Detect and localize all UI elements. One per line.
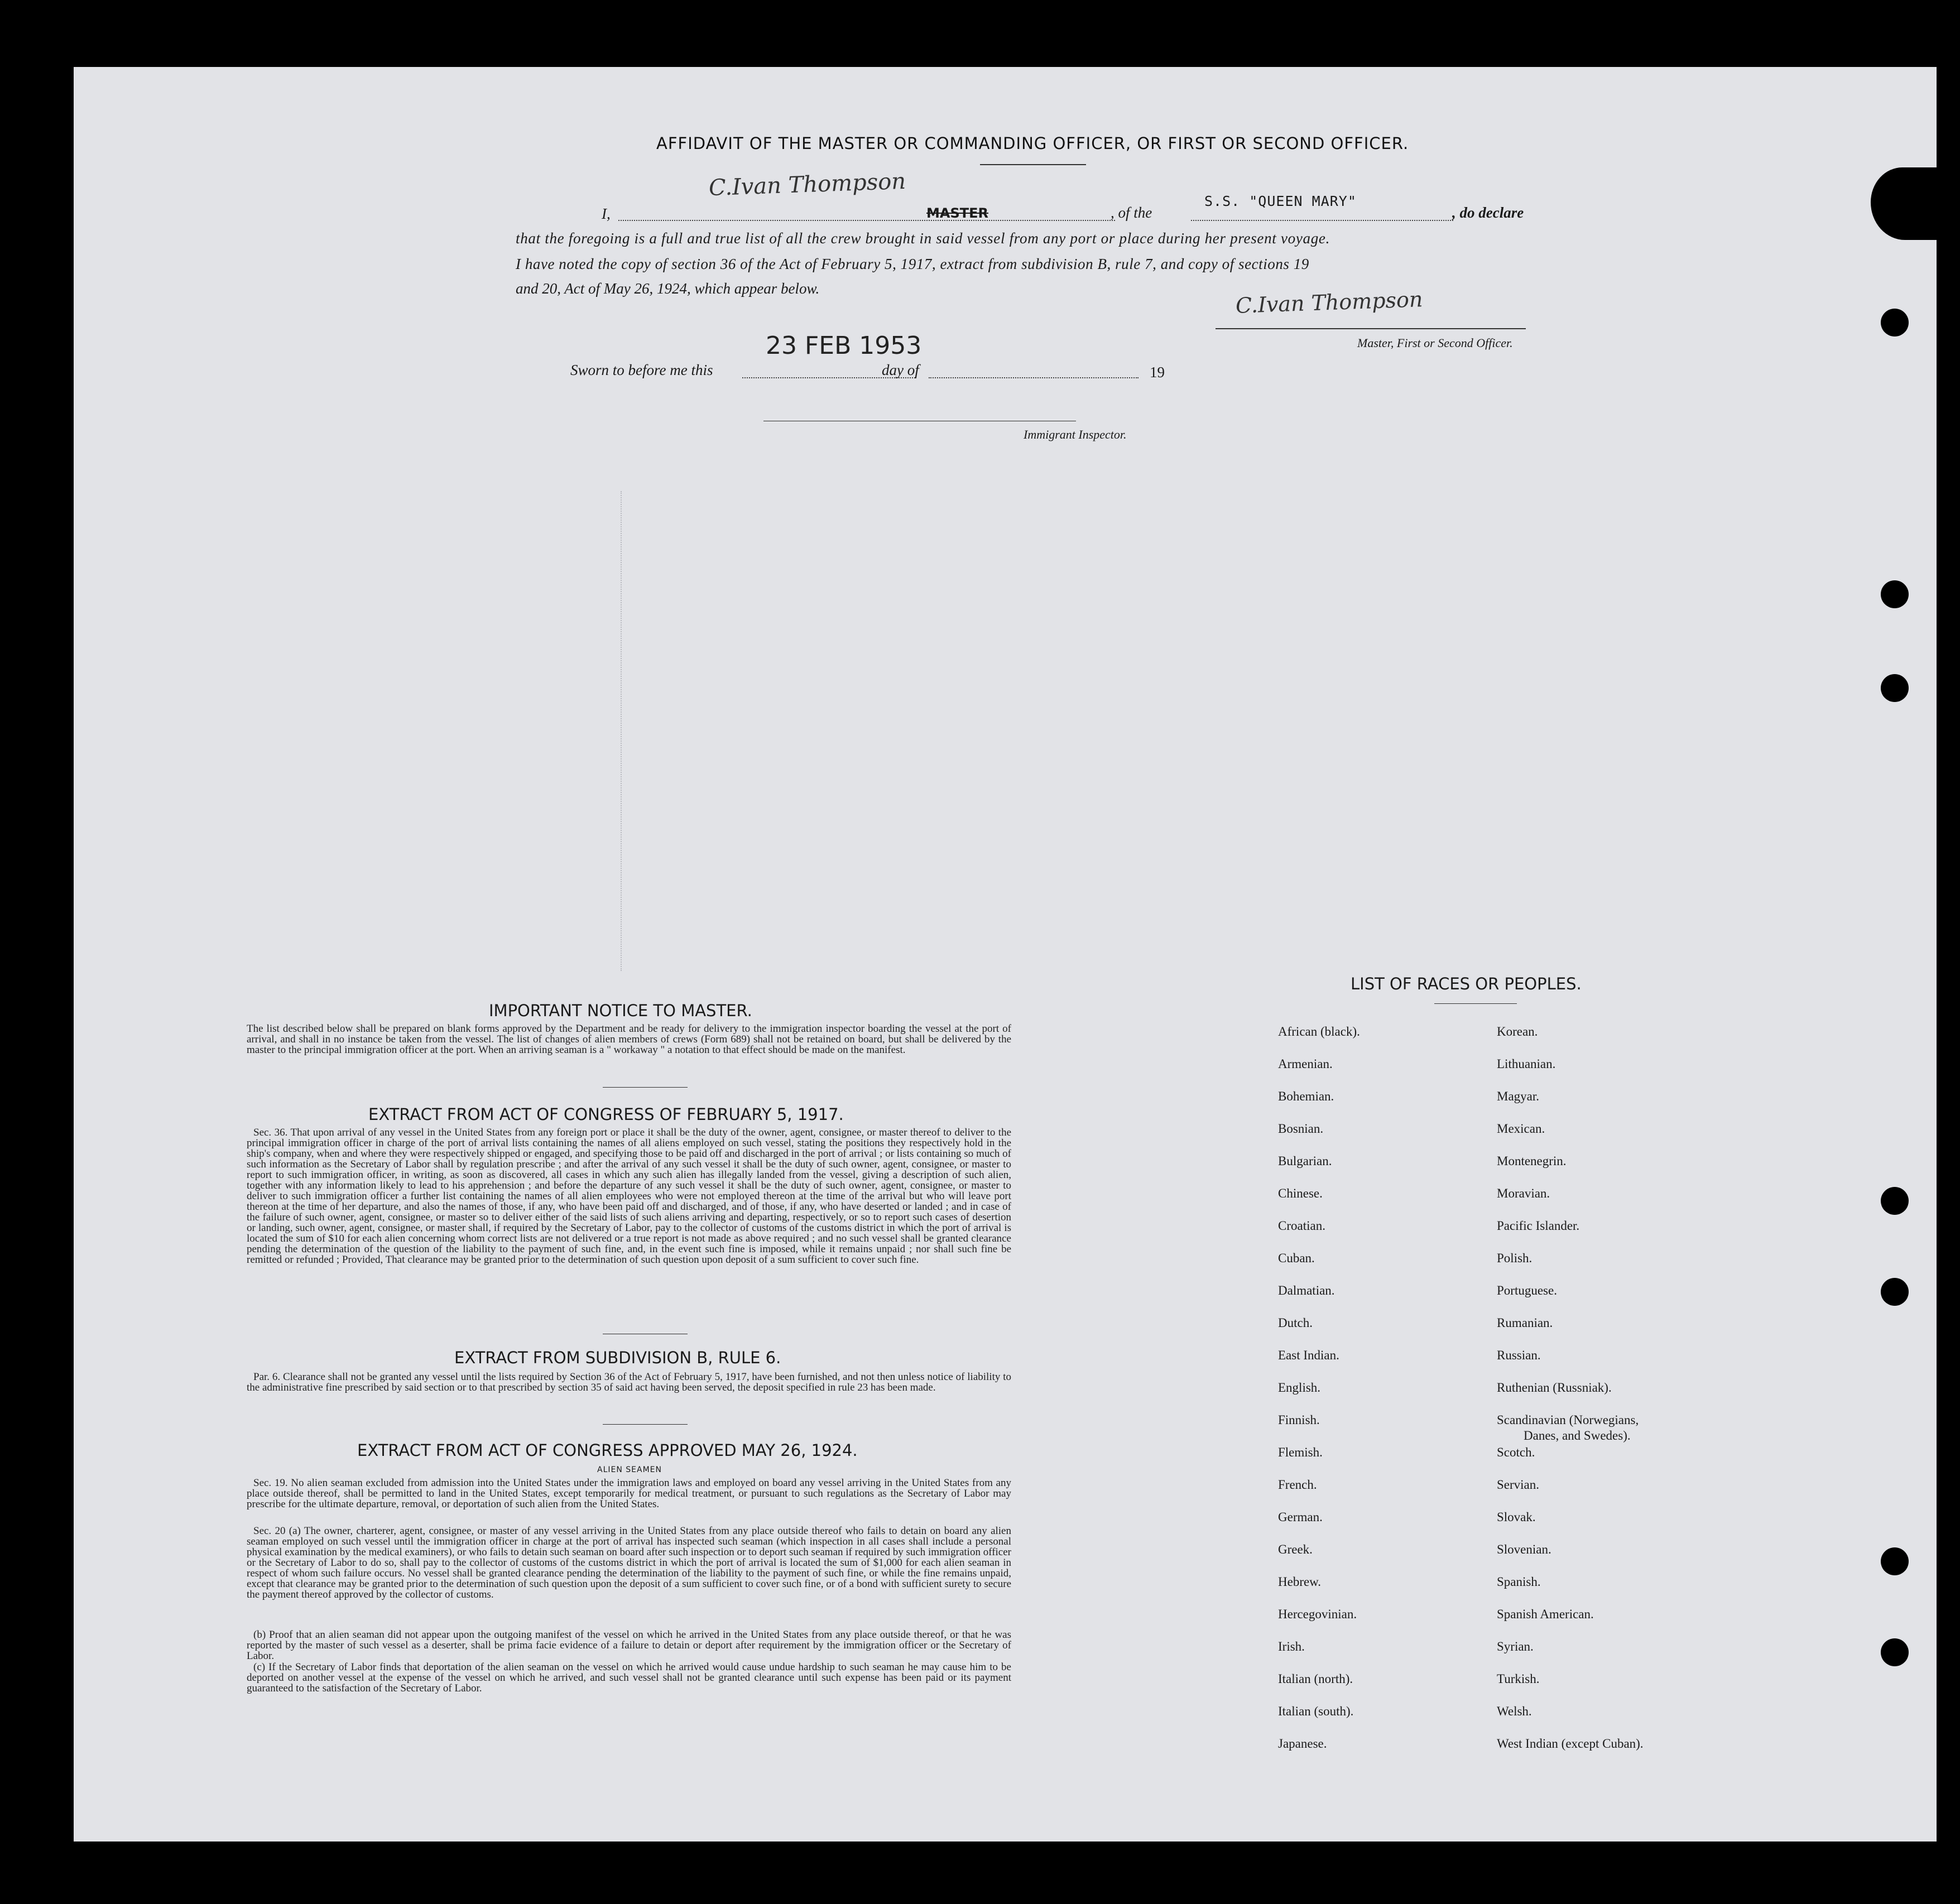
- affidavit-title: AFFIDAVIT OF THE MASTER OR COMMANDING OFFICER, OR FIRST OR SECOND OFFICER.: [656, 134, 1409, 153]
- race-item: Korean.: [1497, 1025, 1538, 1038]
- month-field-line: [929, 377, 1138, 378]
- race-item: Italian (south).: [1278, 1704, 1354, 1718]
- sec-19-body: Sec. 19. No alien seaman excluded from admission into the United States under the immigration laws and employed on board any vessel arriving in the United States from any place outside thereof, shall be permitted to land in the United States, except temporarily for medical treatment, or pursuant to such regulations as the Secretary of Labor may prescribe for the ultimate departure, removal, or deportation of such alien from the United States.: [247, 1477, 1011, 1510]
- sworn-text: Sworn to before me this: [570, 362, 713, 378]
- declaration-line-3: and 20, Act of May 26, 1924, which appear below.: [516, 280, 820, 297]
- race-item: Slovak.: [1497, 1510, 1536, 1524]
- race-item: African (black).: [1278, 1025, 1360, 1038]
- race-item: Bulgarian.: [1278, 1154, 1332, 1168]
- race-item: Lithuanian.: [1497, 1057, 1556, 1071]
- race-item-continuation: Danes, and Swedes).: [1524, 1429, 1631, 1443]
- punch-hole: [1881, 1187, 1909, 1215]
- race-item: Finnish.: [1278, 1413, 1320, 1427]
- race-item: Rumanian.: [1497, 1316, 1553, 1330]
- race-item: Portuguese.: [1497, 1283, 1557, 1297]
- i-prefix: I,: [602, 205, 611, 222]
- race-item: Mexican.: [1497, 1122, 1545, 1136]
- date-stamp: 23 FEB 1953: [766, 331, 922, 360]
- signature-line: [1216, 328, 1526, 329]
- declaration-line-2: I have noted the copy of section 36 of the Act of February 5, 1917, extract from subdivision B, rule 7, and copy of sections 19: [516, 256, 1309, 272]
- race-item: Bohemian.: [1278, 1089, 1334, 1103]
- punch-hole: [1881, 1547, 1909, 1575]
- race-item: Welsh.: [1497, 1704, 1532, 1718]
- race-item: Syrian.: [1497, 1639, 1534, 1653]
- of-the-text: , of the: [1111, 204, 1152, 221]
- punch-hole: [1881, 309, 1909, 336]
- notice-body: The list described below shall be prepared on blank forms approved by the Department and be ready for delivery to the immigration inspector boarding the vessel at the port of arrival, and shall in no instance be taken from the vessel. The list of changes of alien members of crews (Form 689) shall not be retained on board, but shall be delivered by the master to the principal immigration officer at the port. When an arriving seaman is a " workaway " a notation to that effect should be made on the manifest.: [247, 1023, 1011, 1056]
- vessel-field-line: [1191, 220, 1453, 221]
- race-item: East Indian.: [1278, 1348, 1339, 1362]
- extract-1917-title: EXTRACT FROM ACT OF CONGRESS OF FEBRUARY 5, 1917.: [368, 1105, 844, 1124]
- punch-hole: [1881, 1278, 1909, 1306]
- race-item: Armenian.: [1278, 1057, 1333, 1071]
- race-item: Scandinavian (Norwegians,: [1497, 1413, 1639, 1427]
- race-item: Moravian.: [1497, 1186, 1550, 1200]
- faint-column-guide: [621, 491, 622, 971]
- races-title-underline: [1434, 1003, 1517, 1004]
- alien-seamen-subtitle: ALIEN SEAMEN: [597, 1465, 662, 1474]
- race-item: Italian (north).: [1278, 1672, 1353, 1686]
- race-item: Flemish.: [1278, 1445, 1323, 1459]
- sec-20a-body: Sec. 20 (a) The owner, charterer, agent, consignee, or master of any vessel arriving in the United States from any place outside thereof who fails to detain on board any alien seaman employed on such vessel until the immigration officer in charge at the port of arrival has inspected such seaman (which inspection in all cases shall include a personal physical examination by the medical examiners), or who fails to detain such seaman on board after such inspection or to deport such seaman if required by such immigration officer or the Secretary of Labor to do so, shall pay to the collector of customs of the customs district in which the port of arrival is located the sum of $1,000 for each alien seaman in respect of whom such failure occurs. No vessel shall be granted clearance pending the determination of the liability to the payment of such fine, or while the fine remains unpaid, except that clearance may be granted prior to the determination of such question upon the deposit of a sum sufficient to cover such fine, or of a bond with sufficient surety to secure the payment thereof approved by the collector of customs.: [247, 1525, 1011, 1600]
- year-prefix: 19: [1150, 364, 1165, 381]
- race-item: Montenegrin.: [1497, 1154, 1567, 1168]
- race-item: Bosnian.: [1278, 1122, 1324, 1136]
- sec-20b-body: (b) Proof that an alien seaman did not appear upon the outgoing manifest of the vessel on which he arrived in the United States from any place outside thereof, or that he was reported by the master of such vessel as a deserter, shall be prima facie evidence of a failure to detain or deport after requirement by the immigration officer or the Secretary of Labor.: [247, 1629, 1011, 1662]
- extract-1917-body: Sec. 36. That upon arrival of any vessel in the United States from any foreign port or place it shall be the duty of the owner, agent, consignee, or master thereof to deliver to the principal immigration officer in charge of the port of arrival lists containing the names of all aliens employed on such vessel, stating the positions they respectively hold in the ship's company, when and where they were respectively shipped or engaged, and specifying those to be paid off and discharged in the port of arrival ; or lists containing so much of such information as the Secretary of Labor shall by regulation prescribe ; and after the arrival of any such vessel it shall be the duty of such owner, agent, consignee, or master to report to such immigration officer, in writing, as soon as discovered, all cases in which any such alien has illegally landed from the vessel, giving a description of such alien, together with any information likely to lead to his apprehension ; and before the departure of any such vessel it shall be the duty of such owner, agent, consignee, or master to deliver to such immigration officer a further list containing the names of all alien employees who were not employed thereon at the time of the arrival but who will leave port thereon at the time of her departure, and also the names of those, if any, who have been paid off and discharged, and of those, if any, who have deserted or landed ; and in case of the failure of such owner, agent, consignee, or master so to deliver either of the said lists of such aliens arriving and departing, respectively, or so to report such cases of desertion or landing, such owner, agent, consignee, or master shall, if required by the Secretary of Labor, pay to the collector of customs of the customs district in which the port of arrival is located the sum of $10 for each alien concerning whom correct lists are not delivered or a true report is not made as above required ; and no such vessel shall be granted clearance pending the determination of the question of the liability to the payment of such fine, and, in the event such fine is imposed, while it remains unpaid ; nor shall such fine be remitted or refunded ; Provided, That clearance may be granted prior to the determination of such question upon deposit of a sum sufficient to cover such fine.: [247, 1127, 1011, 1266]
- race-item: Croatian.: [1278, 1219, 1325, 1233]
- rank-label: MASTER: [926, 205, 988, 221]
- name-field-line: [618, 220, 1115, 221]
- day-of-text: day of: [882, 362, 919, 378]
- title-underline: [980, 164, 1086, 165]
- officer-signature: C.Ivan Thompson: [1235, 287, 1424, 318]
- race-item: English.: [1278, 1381, 1321, 1395]
- race-item: Hercegovinian.: [1278, 1607, 1357, 1621]
- rule-6-title: EXTRACT FROM SUBDIVISION B, RULE 6.: [454, 1348, 781, 1367]
- inspector-caption: Immigrant Inspector.: [1024, 427, 1127, 441]
- race-item: West Indian (except Cuban).: [1497, 1737, 1644, 1751]
- race-item: Cuban.: [1278, 1251, 1315, 1265]
- race-item: Scotch.: [1497, 1445, 1535, 1459]
- race-item: German.: [1278, 1510, 1323, 1524]
- extract-1924-title: EXTRACT FROM ACT OF CONGRESS APPROVED MAY 26, 1924.: [357, 1441, 858, 1460]
- race-item: Slovenian.: [1497, 1542, 1551, 1556]
- race-item: Chinese.: [1278, 1186, 1323, 1200]
- section-divider: [603, 1087, 688, 1088]
- race-item: Dutch.: [1278, 1316, 1313, 1330]
- section-divider: [603, 1424, 688, 1425]
- vessel-name: S.S. "QUEEN MARY": [1204, 193, 1357, 209]
- races-title: LIST OF RACES OR PEOPLES.: [1351, 974, 1582, 993]
- race-item: French.: [1278, 1478, 1317, 1492]
- race-item: Turkish.: [1497, 1672, 1540, 1686]
- race-item: Dalmatian.: [1278, 1283, 1335, 1297]
- race-item: Ruthenian (Russniak).: [1497, 1381, 1612, 1395]
- race-item: Japanese.: [1278, 1737, 1327, 1751]
- race-item: Russian.: [1497, 1348, 1541, 1362]
- punch-hole: [1881, 674, 1909, 702]
- notice-title: IMPORTANT NOTICE TO MASTER.: [489, 1001, 752, 1020]
- sec-20c-body: (c) If the Secretary of Labor finds that deportation of the alien seaman on the vessel on which he arrived would cause undue hardship to such seaman he may cause him to be deported on another vessel at the expense of the vessel on which he arrived, and such vessel shall not be granted clearance until such expense has been paid or its payment guaranteed to the satisfaction of the Secretary of Labor.: [247, 1661, 1011, 1694]
- declaration-line-1: that the foregoing is a full and true list of all the crew brought in said vessel from any port or place during her present voyage.: [516, 230, 1330, 247]
- rule-6-body: Par. 6. Clearance shall not be granted any vessel until the lists required by Section 36 of the Act of February 5, 1917, have been furnished, and not then unless notice of liability to the administrative fine prescribed by said section or to that prescribed by section 35 of said act having been served, the deposit specified in rule 23 has been made.: [247, 1371, 1011, 1393]
- do-declare-text: , do declare: [1452, 204, 1524, 221]
- punch-hole: [1881, 580, 1909, 608]
- torn-corner: [1871, 167, 1937, 240]
- race-item: Spanish.: [1497, 1575, 1541, 1589]
- signature-caption: Master, First or Second Officer.: [1357, 336, 1513, 350]
- race-item: Hebrew.: [1278, 1575, 1322, 1589]
- race-item: Magyar.: [1497, 1089, 1540, 1103]
- punch-hole: [1881, 1638, 1909, 1666]
- race-item: Spanish American.: [1497, 1607, 1594, 1621]
- race-item: Pacific Islander.: [1497, 1219, 1580, 1233]
- race-item: Polish.: [1497, 1251, 1533, 1265]
- master-signature: C.Ivan Thompson: [708, 168, 906, 201]
- race-item: Irish.: [1278, 1639, 1305, 1653]
- race-item: Servian.: [1497, 1478, 1540, 1492]
- race-item: Greek.: [1278, 1542, 1313, 1556]
